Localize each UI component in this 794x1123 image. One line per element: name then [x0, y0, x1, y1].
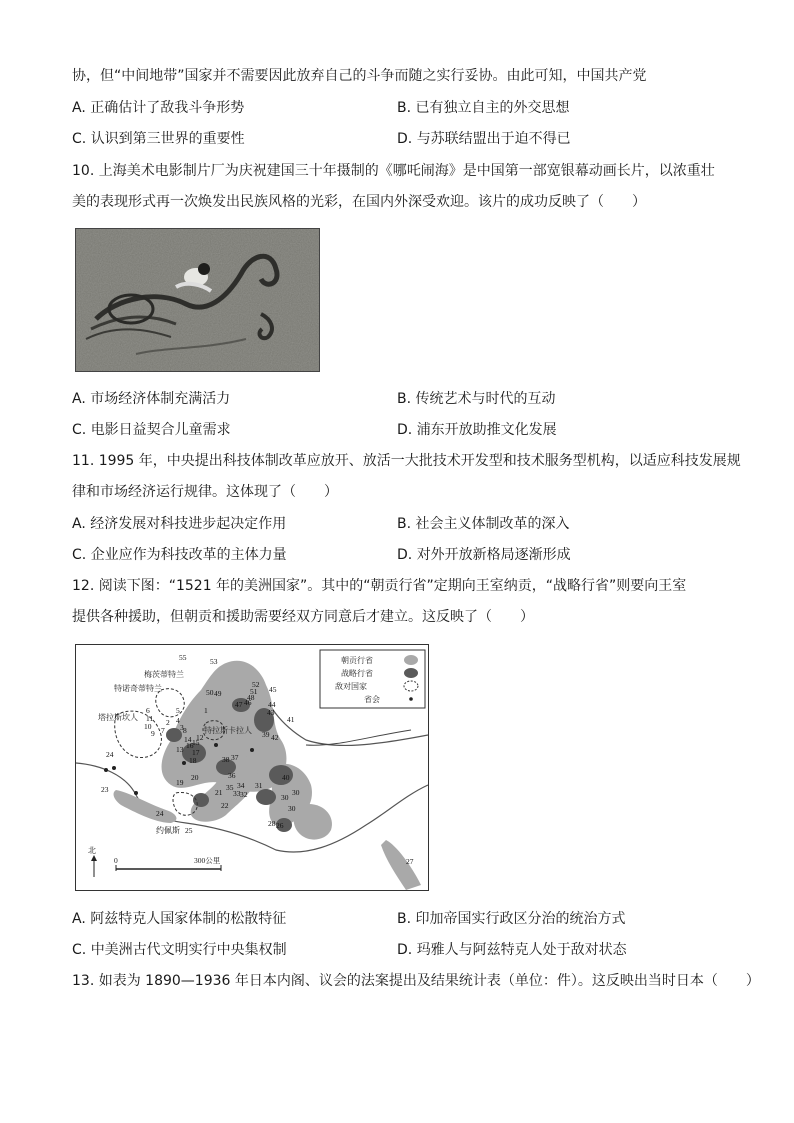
province-number: 20 [191, 773, 199, 782]
province-number: 7 [161, 726, 165, 735]
province-number: 21 [215, 788, 223, 797]
q9-stem-end: 协，但“中间地带”国家并不需要因此放弃自己的斗争而随之实行妥协。由此可知，中国共产党 [72, 68, 647, 84]
q9-option-c[interactable]: C. 认识到第三世界的重要性 [72, 131, 245, 147]
q12-option-c[interactable]: C. 中美洲古代文明实行中央集权制 [72, 942, 287, 958]
province-number: 43 [267, 708, 275, 717]
province-number: 44 [268, 700, 276, 709]
q11-stem-line1: 11. 1995 年，中央提出科技体制改革应放开、放活一大批技术开发型和技术服务型机构，以适应科技发展规 [72, 453, 741, 469]
province-number: 22 [221, 801, 229, 810]
q11-stem-line2: 律和市场经济运行规律。这体现了（ ） [72, 484, 338, 500]
label-tlaxcala: 特拉斯卡拉人 [204, 726, 252, 735]
province-number: 45 [269, 685, 277, 694]
q13-stem-line1: 13. 如表为 1890—1936 年日本内阁、议会的法案提出及结果统计表（单位：件）。这反映出当时日本（ ） [72, 973, 760, 989]
province-number: 35 [226, 783, 234, 792]
province-number: 19 [176, 778, 184, 787]
province-number: 31 [255, 781, 263, 790]
label-yopitzinco: 约佩斯 [156, 826, 180, 835]
province-number: 18 [189, 756, 197, 765]
q10-option-c[interactable]: C. 电影日益契合儿童需求 [72, 422, 231, 438]
province-number: 23 [101, 785, 109, 794]
province-number: 46 [244, 698, 252, 707]
q10-option-a[interactable]: A. 市场经济体制充满活力 [72, 391, 231, 407]
province-number: 42 [271, 733, 279, 742]
province-number: 55 [179, 653, 187, 662]
province-number: 36 [228, 771, 236, 780]
legend-capital-label: 省会 [364, 695, 380, 704]
nezha-film-still [75, 228, 320, 372]
province-number: 47 [235, 700, 243, 709]
province-number: 49 [214, 689, 222, 698]
tribute-province-30 [294, 804, 332, 840]
province-number: 25 [185, 826, 193, 835]
tribute-province-27 [381, 840, 421, 890]
label-tenochtitlan: 特诺奇蒂特兰 [114, 684, 162, 693]
province-number: 39 [262, 730, 270, 739]
q11-option-b[interactable]: B. 社会主义体制改革的深入 [397, 516, 570, 532]
province-number: 41 [287, 715, 295, 724]
province-number: 15 [192, 738, 200, 747]
province-number: 30 [281, 793, 289, 802]
q9-option-d[interactable]: D. 与苏联结盟出于迫不得已 [397, 131, 571, 147]
province-number: 4 [176, 716, 180, 725]
q11-option-c[interactable]: C. 企业应作为科技改革的主体力量 [72, 547, 287, 563]
province-number: 30 [292, 788, 300, 797]
province-number: 2 [166, 718, 170, 727]
province-number: 33 [233, 789, 241, 798]
province-number: 51 [250, 687, 258, 696]
svg-text:300公里: 300公里 [194, 856, 221, 865]
legend-tribute-label: 朝贡行省 [341, 656, 373, 665]
q10-option-b[interactable]: B. 传统艺术与时代的互动 [397, 391, 556, 407]
q10-option-d[interactable]: D. 浦东开放助推文化发展 [397, 422, 557, 438]
province-number: 53 [210, 657, 218, 666]
province-number: 34 [237, 781, 245, 790]
q11-option-d[interactable]: D. 对外开放新格局逐渐形成 [397, 547, 571, 563]
province-number: 28 [268, 819, 276, 828]
label-tarascans: 塔拉斯坎人 [98, 713, 138, 722]
strategic-province-31 [256, 789, 276, 805]
q12-option-a[interactable]: A. 阿兹特克人国家体制的松散特征 [72, 911, 287, 927]
q12-stem-line2: 提供各种援助，但朝贡和援助需要经双方同意后才建立。这反映了（ ） [72, 609, 534, 625]
river [306, 730, 411, 745]
map-legend [320, 650, 425, 708]
province-number: 24 [156, 809, 164, 818]
province-number: 27 [406, 857, 414, 866]
province-number: 13 [176, 745, 184, 754]
q10-stem-line2: 美的表现形式再一次焕发出民族风格的光彩，在国内外深受欢迎。该片的成功反映了（ ） [72, 194, 646, 210]
legend-enemy-label: 敌对国家 [335, 682, 367, 691]
province-number: 16 [186, 741, 194, 750]
province-number: 50 [206, 688, 214, 697]
province-number: 17 [192, 748, 200, 757]
q11-option-a[interactable]: A. 经济发展对科技进步起决定作用 [72, 516, 287, 532]
strategic-province-22 [193, 793, 209, 807]
province-number: 5 [176, 706, 180, 715]
legend-capital-swatch [409, 697, 413, 701]
province-number: 8 [183, 726, 187, 735]
label-metztitlan: 梅茨蒂特兰 [144, 670, 184, 679]
province-number: 32 [240, 790, 248, 799]
province-number: 40 [282, 773, 290, 782]
legend-strategic-label: 战略行省 [341, 669, 373, 678]
province-number: 11 [146, 714, 154, 723]
q12-stem-line1: 12. 阅读下图：“1521 年的美洲国家”。其中的“朝贡行省”定期向王室纳贡，“战略行省”则要向王室 [72, 578, 687, 594]
q12-option-d[interactable]: D. 玛雅人与阿兹特克人处于敌对状态 [397, 942, 627, 958]
province-number: 3 [180, 723, 184, 732]
province-number: 14 [184, 735, 192, 744]
legend-tribute-swatch [404, 655, 418, 665]
aztec-1521-map [75, 644, 429, 891]
province-number: 12 [196, 733, 204, 742]
svg-text:北: 北 [88, 846, 96, 855]
svg-text:0: 0 [114, 856, 118, 865]
province-number: 1 [204, 706, 208, 715]
province-number: 10 [144, 722, 152, 731]
province-number: 48 [247, 693, 255, 702]
legend-strategic-swatch [404, 668, 418, 678]
province-number: 26 [276, 821, 284, 830]
province-number: 24 [106, 750, 114, 759]
q12-option-b[interactable]: B. 印加帝国实行政区分治的统治方式 [397, 911, 626, 927]
scale-bar [114, 856, 221, 871]
province-number: 30 [288, 804, 296, 813]
province-number: 52 [252, 680, 260, 689]
north-arrow [88, 845, 97, 877]
province-number: 38 [222, 755, 230, 764]
province-number: 37 [231, 753, 239, 762]
tribute-province-24 [114, 790, 177, 823]
q9-option-a[interactable]: A. 正确估计了敌我斗争形势 [72, 100, 245, 116]
province-number: 6 [146, 706, 150, 715]
q10-stem-line1: 10. 上海美术电影制片厂为庆祝建国三十年摄制的《哪吒闹海》是中国第一部宽银幕动画长片，以浓重壮 [72, 163, 715, 179]
province-number: 9 [151, 729, 155, 738]
q9-option-b[interactable]: B. 已有独立自主的外交思想 [397, 100, 570, 116]
